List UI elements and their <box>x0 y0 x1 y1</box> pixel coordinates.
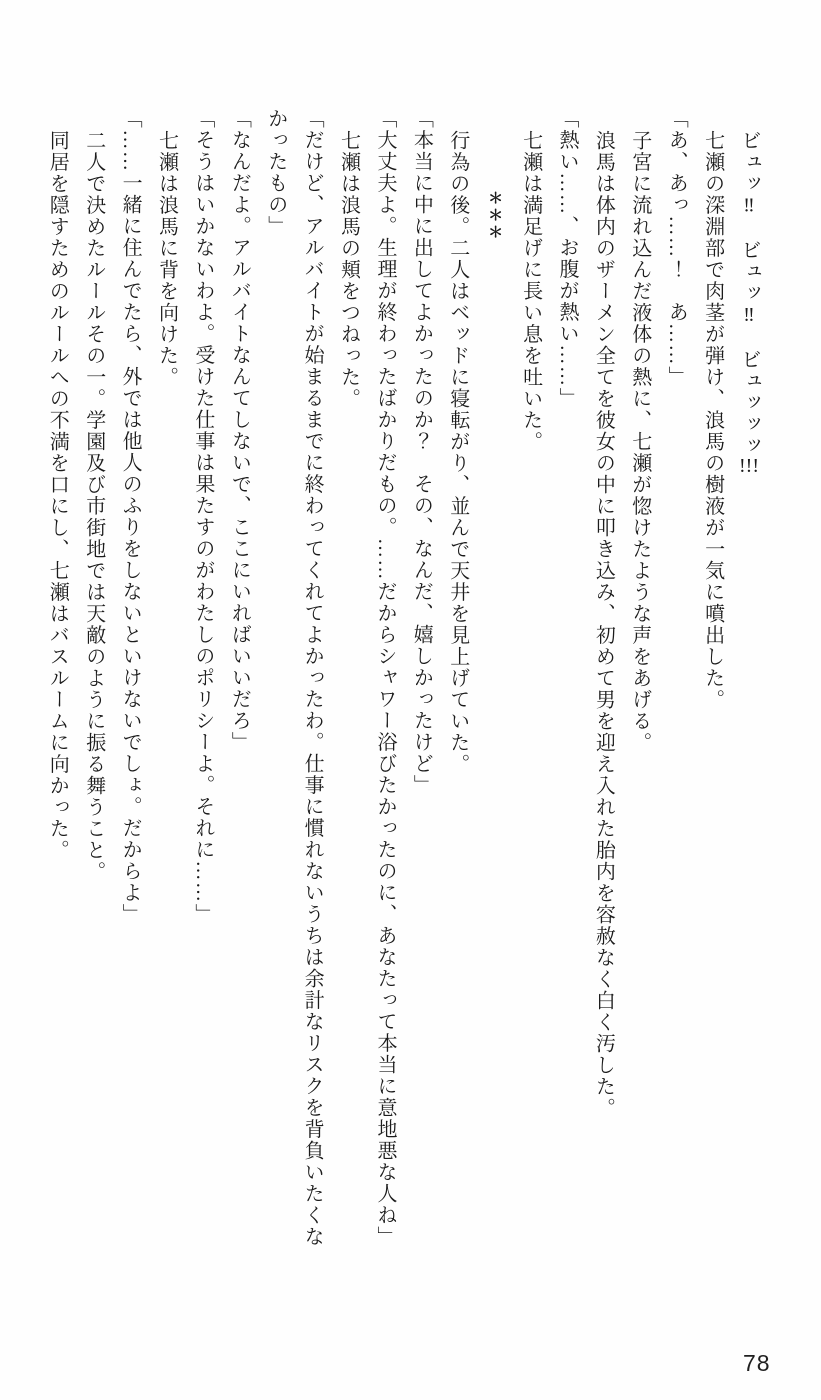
dialogue-line: 「なんだよ。アルバイトなんてしないで、ここにいればいいだろ」 <box>228 108 251 753</box>
sfx-line: ビュッ‼ ビュッ‼ ビュッッッ!!! <box>738 129 760 476</box>
vertical-text-area <box>39 108 767 1253</box>
dialogue-line: 「熱い……、お腹が熱い……」 <box>555 108 578 409</box>
narration-line: 七瀬の深淵部で肉茎が弾け、浪馬の樹液が一気に噴出した。 <box>701 129 724 710</box>
narration-line: 七瀬は浪馬の頬をつねった。 <box>337 129 360 409</box>
dialogue-line: 「本当に中に出してよかったのか？ その、なんだ、嬉しかったけど」 <box>410 108 433 796</box>
narration-line: 二人で決めたルールその一。学園及び市街地では天敵のように振る舞うこと。 <box>82 129 105 882</box>
dialogue-line: 「そうはいかないわよ。受けた仕事は果たすのがわたしのポリシーよ。それに……」 <box>191 108 214 925</box>
narration-line: 浪馬は体内のザーメン全てを彼女の中に叩き込み、初めて男を迎え入れた胎内を容赦なく白く汚した。 <box>592 129 615 1119</box>
narration-line: 同居を隠すためのルールへの不満を口にし、七瀬はバスルームに向かった。 <box>46 129 69 861</box>
narration-line: 七瀬は満足げに長い息を吐いた。 <box>519 129 542 452</box>
dialogue-line: 「だけど、アルバイトが始まるまでに終わってくれてよかったわ。仕事に慣れないうちは余計なリスクを背負いたくな <box>301 108 324 1248</box>
continuation-line: かったもの」 <box>264 108 287 237</box>
exclamation-cluster: !!! <box>739 456 759 476</box>
dialogue-line: 「あ、あっ……！ あ……」 <box>665 108 688 388</box>
narration-line: 行為の後。二人はベッドに寝転がり、並んで天井を見上げていた。 <box>446 129 469 775</box>
narration-line: 子宮に流れ込んだ液体の熱に、七瀬が惚けたような声をあげる。 <box>628 129 651 753</box>
page-number: 78 <box>743 1350 771 1376</box>
separator-line: ＊＊＊ <box>486 189 503 241</box>
narration-line: 七瀬は浪馬に背を向けた。 <box>155 129 178 388</box>
dialogue-line: 「……一緒に住んでたら、外では他人のふりをしないといけないでしょ。だからよ」 <box>119 108 142 925</box>
dialogue-line: 「大丈夫よ。生理が終わったばかりだもの。……だからシャワー浴びたかったのに、あなたって本当に意地悪な人ね」 <box>373 108 396 1248</box>
